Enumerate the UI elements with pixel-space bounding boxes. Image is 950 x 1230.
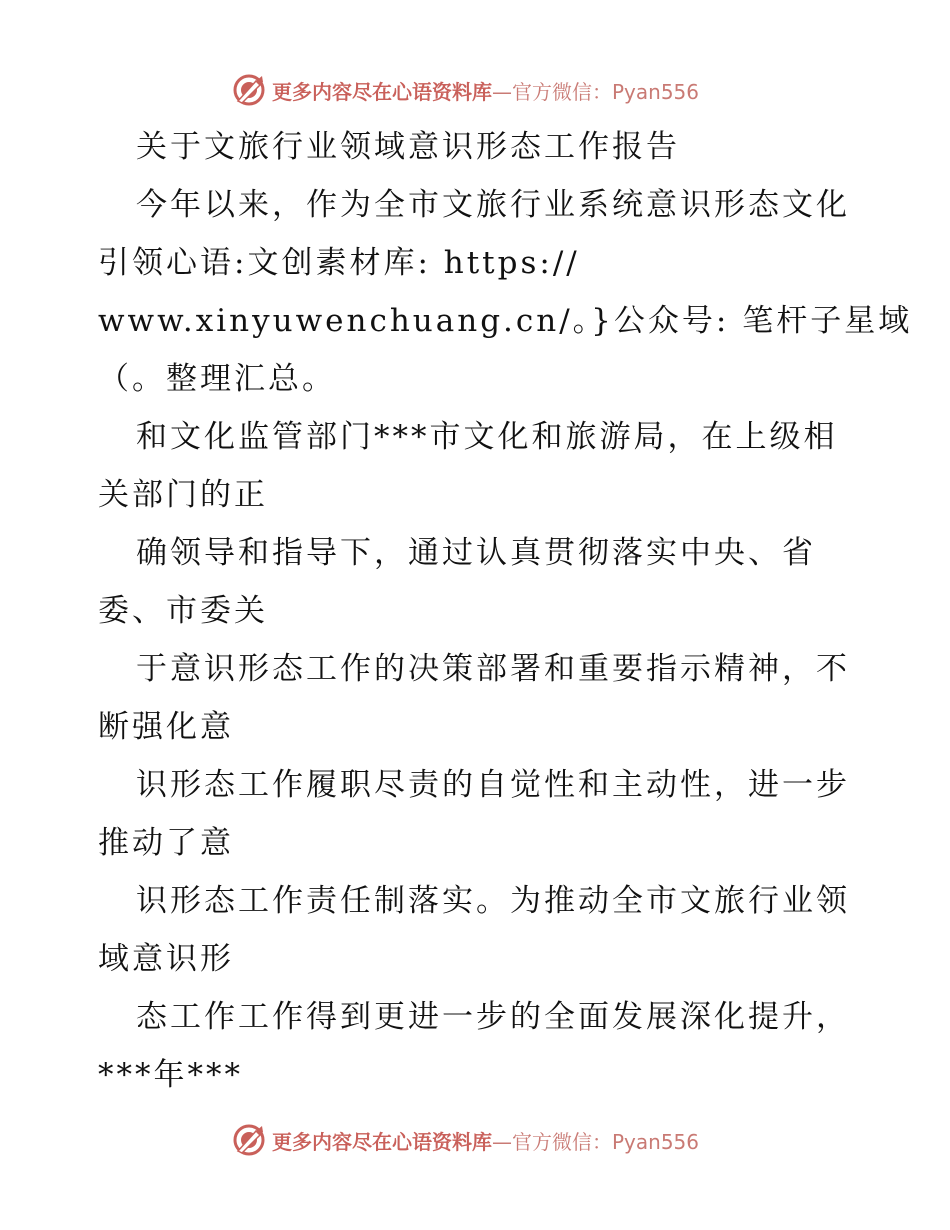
paragraph-line: 推动了意 — [98, 825, 234, 861]
footer-watermark-banner — [232, 1120, 752, 1160]
paragraph-line: 关部门的正 — [98, 477, 268, 513]
document-body — [98, 118, 913, 1104]
paragraph-line: 于意识形态工作的决策部署和重要指示精神，不 — [136, 651, 850, 687]
paragraph-line: 今年以来，作为全市文旅行业系统意识形态文化 — [136, 187, 850, 223]
paragraph-line: 委、市委关 — [98, 593, 268, 629]
banner-label — [272, 1126, 699, 1155]
paragraph-line: 断强化意 — [98, 709, 234, 745]
paragraph-line: 识形态工作履职尽责的自觉性和主动性，进一步 — [136, 767, 850, 803]
paragraph-line: 态工作工作得到更进一步的全面发展深化提升， — [136, 999, 850, 1035]
banner-label — [272, 76, 699, 105]
paragraph-line: www.xinyuwenchuang.cn/。}公众号: 笔杆子星域 — [98, 303, 913, 339]
banner-title: 更多内容尽在心语资料库 — [272, 79, 492, 104]
paragraph-line: 识形态工作责任制落实。为推动全市文旅行业领 — [136, 883, 850, 919]
paragraph-line: 和文化监管部门***市文化和旅游局，在上级相 — [136, 419, 838, 455]
banner-wechat: —官方微信：Pyan556 — [492, 1129, 700, 1154]
banner-wechat: —官方微信：Pyan556 — [492, 79, 700, 104]
paragraph-line: ***年*** — [98, 1057, 243, 1093]
header-watermark-banner — [232, 70, 752, 110]
banner-title: 更多内容尽在心语资料库 — [272, 1129, 492, 1154]
pen-logo-icon — [232, 73, 266, 107]
paragraph-line: 域意识形 — [98, 941, 234, 977]
document-title: 关于文旅行业领域意识形态工作报告 — [136, 129, 680, 165]
pen-logo-icon — [232, 1123, 266, 1157]
paragraph-line: （。整理汇总。 — [98, 361, 336, 397]
paragraph-line: 引领心语:文创素材库: https:// — [98, 245, 580, 281]
paragraph-line: 确领导和指导下，通过认真贯彻落实中央、省 — [136, 535, 816, 571]
